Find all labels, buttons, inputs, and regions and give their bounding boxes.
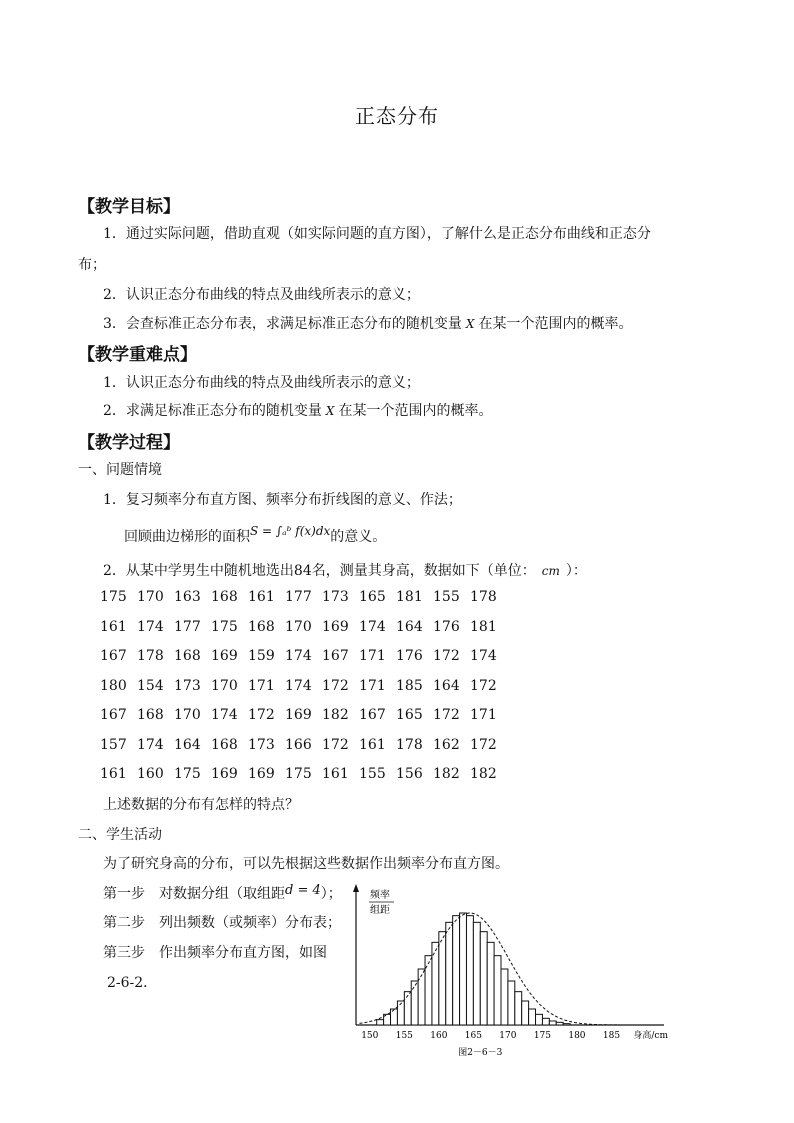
part2-heading: 二、学生活动 xyxy=(78,827,162,843)
histogram-bar xyxy=(480,932,487,1025)
table-cell: 167 xyxy=(322,648,349,664)
goal-1-cont: 布； xyxy=(78,257,106,273)
y-axis-label-top: 频率 xyxy=(370,890,390,901)
table-cell: 181 xyxy=(470,618,497,635)
x-tick-label: 150 xyxy=(361,1031,379,1041)
histogram-bar xyxy=(542,1018,549,1025)
y-axis-arrow xyxy=(353,884,359,892)
step-3: 第三步 作出频率分布直方图，如图 xyxy=(103,945,327,961)
histogram-bar xyxy=(549,1021,556,1025)
histogram-bar xyxy=(473,922,480,1025)
step-1 xyxy=(103,883,342,903)
table-cell: 157 xyxy=(100,736,127,753)
recall-text: 回顾曲边梯形的面积 xyxy=(124,529,250,545)
table-cell: 178 xyxy=(137,648,164,664)
part1-item2 xyxy=(103,560,587,580)
x-tick-label: 160 xyxy=(430,1031,448,1041)
table-cell: 185 xyxy=(396,677,423,694)
table-cell: 168 xyxy=(211,589,238,605)
table-cell: 175 xyxy=(174,766,201,782)
table-cell: 164 xyxy=(396,618,423,635)
table-cell: 176 xyxy=(396,648,423,664)
goal-1: 1．通过实际问题，借助直观（如实际问题的直方图），了解什么是正态分布曲线和正态分 xyxy=(103,226,651,242)
table-cell: 171 xyxy=(359,648,386,664)
table-cell: 171 xyxy=(470,707,497,723)
table-cell: 171 xyxy=(359,677,386,694)
histogram-bar xyxy=(494,956,501,1025)
table-cell: 161 xyxy=(100,618,127,635)
table-row xyxy=(100,619,507,635)
variable-x: X xyxy=(325,404,335,418)
table-cell: 169 xyxy=(248,766,275,782)
table-cell: 172 xyxy=(322,677,349,694)
table-cell: 168 xyxy=(174,648,201,664)
table-cell: 155 xyxy=(433,589,460,605)
table-cell: 164 xyxy=(174,736,201,753)
histogram-bar xyxy=(418,969,425,1025)
table-cell: 162 xyxy=(433,736,460,753)
table-cell: 177 xyxy=(285,589,312,605)
table-cell: 170 xyxy=(137,589,164,605)
keypoint-2-tail: 在某一个范围内的概率。 xyxy=(338,403,493,419)
process-heading: 【教学过程】 xyxy=(78,433,180,453)
histogram-bar xyxy=(563,1024,570,1025)
goals-heading: 【教学目标】 xyxy=(78,197,180,217)
goal-3-tail: 在某一个范围内的概率。 xyxy=(478,316,633,332)
table-cell: 161 xyxy=(322,766,349,782)
histogram-bar xyxy=(397,1001,404,1025)
table-row xyxy=(100,766,507,782)
table-cell: 180 xyxy=(100,677,127,694)
step1-text: 第一步 对数据分组（取组距 xyxy=(103,886,285,902)
table-cell: 171 xyxy=(248,677,275,694)
table-cell: 182 xyxy=(322,707,349,723)
table-cell: 176 xyxy=(433,618,460,635)
table-cell: 160 xyxy=(137,766,164,782)
table-cell: 172 xyxy=(433,707,460,723)
table-cell: 174 xyxy=(211,707,238,723)
x-axis-label: 身高/cm xyxy=(633,1031,668,1041)
x-tick-label: 175 xyxy=(533,1031,552,1041)
goal-3-text: 3．会查标准正态分布表，求满足标准正态分布的随机变量 xyxy=(103,316,462,332)
bin-width-formula: d = 4 xyxy=(285,883,321,898)
keypoint-1: 1．认识正态分布曲线的特点及曲线所表示的意义； xyxy=(103,375,420,391)
table-cell: 173 xyxy=(248,736,275,753)
table-cell: 159 xyxy=(248,648,275,664)
table-row xyxy=(100,648,507,664)
item2-text: 2．从某中学男生中随机地选出84名，测量其身高，数据如下（单位： xyxy=(103,563,536,579)
table-cell: 166 xyxy=(285,736,312,753)
table-cell: 168 xyxy=(248,618,275,635)
table-cell: 170 xyxy=(211,677,238,694)
table-row xyxy=(100,678,507,694)
x-tick-label: 185 xyxy=(602,1031,621,1041)
unit-cm: cm xyxy=(541,564,560,578)
goal-2: 2．认识正态分布曲线的特点及曲线所表示的意义； xyxy=(103,287,420,303)
histogram-bar xyxy=(466,916,473,1025)
table-cell: 165 xyxy=(396,707,423,723)
histogram-bar xyxy=(425,956,432,1025)
table-cell: 182 xyxy=(470,766,497,782)
step-2: 第二步 列出频数（或频率）分布表； xyxy=(103,915,341,931)
table-cell: 164 xyxy=(433,677,460,694)
question: 上述数据的分布有怎样的特点？ xyxy=(103,797,299,813)
table-cell: 161 xyxy=(359,736,386,753)
figure-caption: 图2－6－3 xyxy=(458,1048,503,1058)
histogram-bar xyxy=(391,1009,398,1025)
table-row xyxy=(100,707,507,723)
table-cell: 177 xyxy=(174,618,201,635)
item2-suffix: ）： xyxy=(565,563,587,579)
table-cell: 174 xyxy=(137,736,164,753)
variable-x: X xyxy=(465,317,475,331)
table-cell: 174 xyxy=(285,677,312,694)
table-cell: 167 xyxy=(359,707,386,723)
x-tick-label: 155 xyxy=(395,1031,413,1041)
histogram-bar xyxy=(460,913,467,1025)
part1-item1: 1．复习频率分布直方图、频率分布折线图的意义、作法； xyxy=(103,492,462,508)
table-cell: 173 xyxy=(322,589,349,605)
table-cell: 169 xyxy=(322,618,349,635)
table-cell: 174 xyxy=(470,648,497,664)
table-cell: 170 xyxy=(285,618,312,635)
table-cell: 178 xyxy=(396,736,423,753)
part2-intro: 为了研究身高的分布，可以先根据这些数据作出频率分布直方图。 xyxy=(103,856,509,872)
table-cell: 181 xyxy=(396,589,423,605)
histogram-bar xyxy=(487,942,494,1025)
table-cell: 172 xyxy=(470,677,497,694)
table-cell: 175 xyxy=(211,618,238,635)
histogram-bar xyxy=(515,992,522,1025)
y-axis-label-bottom: 组距 xyxy=(370,905,390,916)
integral-formula: S = ∫ₐᵇ f(x)dx xyxy=(250,524,331,538)
table-cell: 161 xyxy=(248,589,275,605)
histogram-bar xyxy=(377,1020,384,1025)
table-cell: 154 xyxy=(137,677,164,694)
histogram-bar xyxy=(404,992,411,1025)
page-title: 正态分布 xyxy=(355,104,439,128)
histogram-bar xyxy=(411,981,418,1025)
histogram-bar xyxy=(439,932,446,1025)
table-cell: 169 xyxy=(211,766,238,782)
histogram-bar xyxy=(453,916,460,1025)
table-cell: 174 xyxy=(359,618,386,635)
table-cell: 172 xyxy=(322,736,349,753)
histogram-bar xyxy=(508,981,515,1025)
histogram-bar xyxy=(536,1014,543,1025)
table-cell: 167 xyxy=(100,648,127,664)
table-cell: 172 xyxy=(433,648,460,664)
keypoint-2 xyxy=(103,400,492,420)
table-cell: 155 xyxy=(359,766,386,782)
table-cell: 182 xyxy=(433,766,460,782)
table-cell: 169 xyxy=(285,707,312,723)
table-cell: 169 xyxy=(211,648,238,664)
x-tick-label: 165 xyxy=(464,1031,482,1041)
table-cell: 175 xyxy=(285,766,312,782)
table-cell: 170 xyxy=(174,707,201,723)
frequency-histogram xyxy=(340,880,680,1065)
table-row xyxy=(100,737,507,753)
table-row xyxy=(100,589,507,605)
keypoints-heading: 【教学重难点】 xyxy=(78,345,197,365)
table-cell: 172 xyxy=(248,707,275,723)
histogram-bar xyxy=(556,1022,563,1025)
part1-recall xyxy=(124,526,386,546)
table-cell: 172 xyxy=(470,736,497,753)
histogram-bar xyxy=(501,969,508,1025)
table-cell: 165 xyxy=(359,589,386,605)
table-cell: 156 xyxy=(396,766,423,782)
table-cell: 167 xyxy=(100,707,127,723)
histogram-bar xyxy=(446,922,453,1025)
table-cell: 168 xyxy=(211,736,238,753)
goal-3 xyxy=(103,313,632,333)
step-3-cont: 2-6-2． xyxy=(107,975,158,991)
table-cell: 174 xyxy=(137,618,164,635)
table-cell: 173 xyxy=(174,677,201,694)
x-tick-label: 170 xyxy=(499,1031,517,1041)
histogram-bar xyxy=(522,1001,529,1025)
table-cell: 178 xyxy=(470,589,497,605)
step1-suffix: ）； xyxy=(320,886,342,902)
recall-suffix: 的意义。 xyxy=(330,529,387,545)
table-cell: 168 xyxy=(137,707,164,723)
part1-heading: 一、问题情境 xyxy=(78,462,162,478)
keypoint-2-text: 2．求满足标准正态分布的随机变量 xyxy=(103,403,322,419)
x-tick-label: 180 xyxy=(568,1031,586,1041)
table-cell: 161 xyxy=(100,766,127,782)
table-cell: 175 xyxy=(100,589,127,605)
table-cell: 163 xyxy=(174,589,201,605)
table-cell: 174 xyxy=(285,648,312,664)
histogram-bar xyxy=(529,1009,536,1025)
